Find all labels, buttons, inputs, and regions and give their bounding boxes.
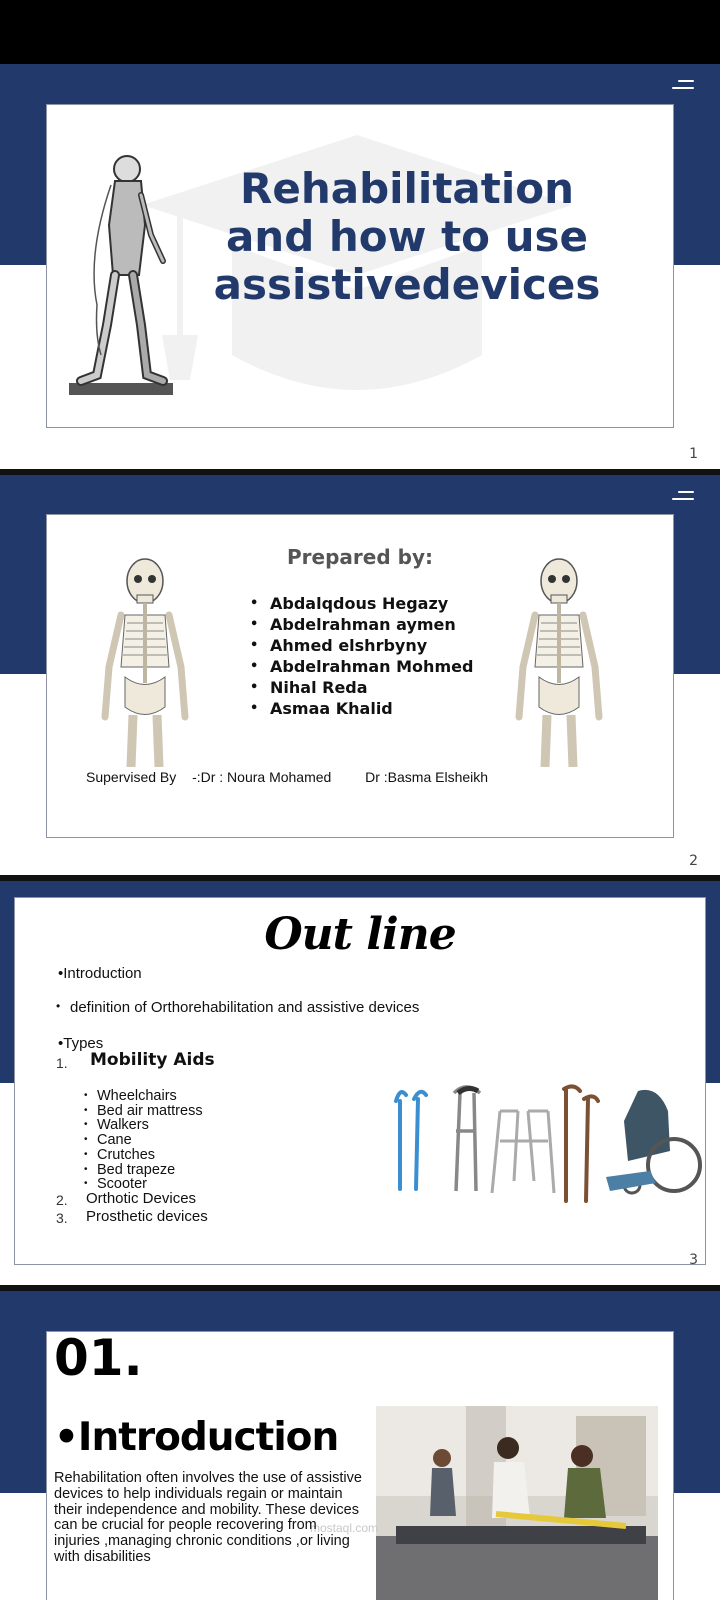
prepared-by-heading: Prepared by:: [287, 545, 433, 569]
slide-number: 2: [689, 853, 698, 869]
team-member: • Nihal Reda: [250, 677, 473, 698]
slide-1-thumbnail[interactable]: [0, 64, 720, 469]
supervisors-line: [86, 769, 488, 785]
title-line: Rehabilitation: [240, 164, 574, 213]
list-item: • Bed trapeze: [84, 1163, 203, 1178]
rehabilitation-photo: [376, 1406, 658, 1600]
team-member: • Asmaa Khalid: [250, 698, 473, 719]
mobility-aids-illustration: [388, 1081, 706, 1211]
outline-introduction: •Introduction: [58, 965, 142, 982]
status-bar: [0, 0, 720, 64]
bullet-icon: •: [56, 999, 61, 1013]
team-member-list: [250, 593, 473, 719]
outline-prosthetic-devices: Prosthetic devices: [86, 1208, 208, 1225]
list-item: • Wheelchairs: [84, 1089, 203, 1104]
slide-number: 1: [689, 446, 698, 462]
outline-title: Out line: [264, 909, 456, 960]
supervisor-name: -:Dr : Noura Mohamed: [192, 769, 332, 785]
introduction-heading: •Introduction: [54, 1415, 339, 1460]
list-number: 2.: [56, 1192, 68, 1208]
team-member: • Abdelrahman Mohmed: [250, 656, 473, 677]
watermark-text: mostaql.com: [310, 1521, 379, 1535]
list-item: • Walkers: [84, 1118, 203, 1133]
presentation-title: [187, 165, 627, 309]
team-member: • Abdalqdous Hegazy: [250, 593, 473, 614]
supervised-label: Supervised By: [86, 769, 177, 785]
menu-icon[interactable]: [672, 489, 694, 503]
skeleton-illustration-left: [95, 557, 195, 767]
title-line: assistivedevices: [213, 260, 601, 309]
menu-icon[interactable]: [672, 78, 694, 92]
slide-4-thumbnail[interactable]: [0, 1291, 720, 1600]
mobility-aids-list: [84, 1089, 203, 1192]
exoskeleton-figure-illustration: [67, 155, 177, 397]
outline-mobility-aids: Mobility Aids: [90, 1050, 215, 1070]
list-item: • Crutches: [84, 1148, 203, 1163]
introduction-paragraph: Rehabilitation often involves the use of assistive devices to help individuals regain or maintain their independence and mobility. These devices can be crucial for people recovering from injuries ,managing chronic conditions ,or living with disabilities: [54, 1470, 362, 1565]
supervisor-name: Dr :Basma Elsheikh: [365, 769, 489, 785]
slide-3-thumbnail[interactable]: [0, 881, 720, 1285]
outline-orthotic-devices: Orthotic Devices: [86, 1190, 197, 1207]
slide-2-thumbnail[interactable]: [0, 475, 720, 875]
list-item: • Scooter: [84, 1177, 203, 1192]
outline-types: •Types: [58, 1035, 104, 1052]
team-member: • Ahmed elshrbyny: [250, 635, 473, 656]
section-number: 01.: [54, 1329, 143, 1387]
skeleton-illustration-right: [509, 557, 609, 767]
list-item: • Cane: [84, 1133, 203, 1148]
list-number: 1.: [56, 1055, 68, 1071]
outline-definition: definition of Orthorehabilitation and assistive devices: [70, 999, 420, 1016]
list-number: 3.: [56, 1210, 68, 1226]
title-line: and how to use: [225, 212, 589, 261]
list-item: • Bed air mattress: [84, 1104, 203, 1119]
slide-number: 3: [689, 1252, 698, 1268]
team-member: • Abdelrahman aymen: [250, 614, 473, 635]
slide-card: [46, 104, 674, 428]
